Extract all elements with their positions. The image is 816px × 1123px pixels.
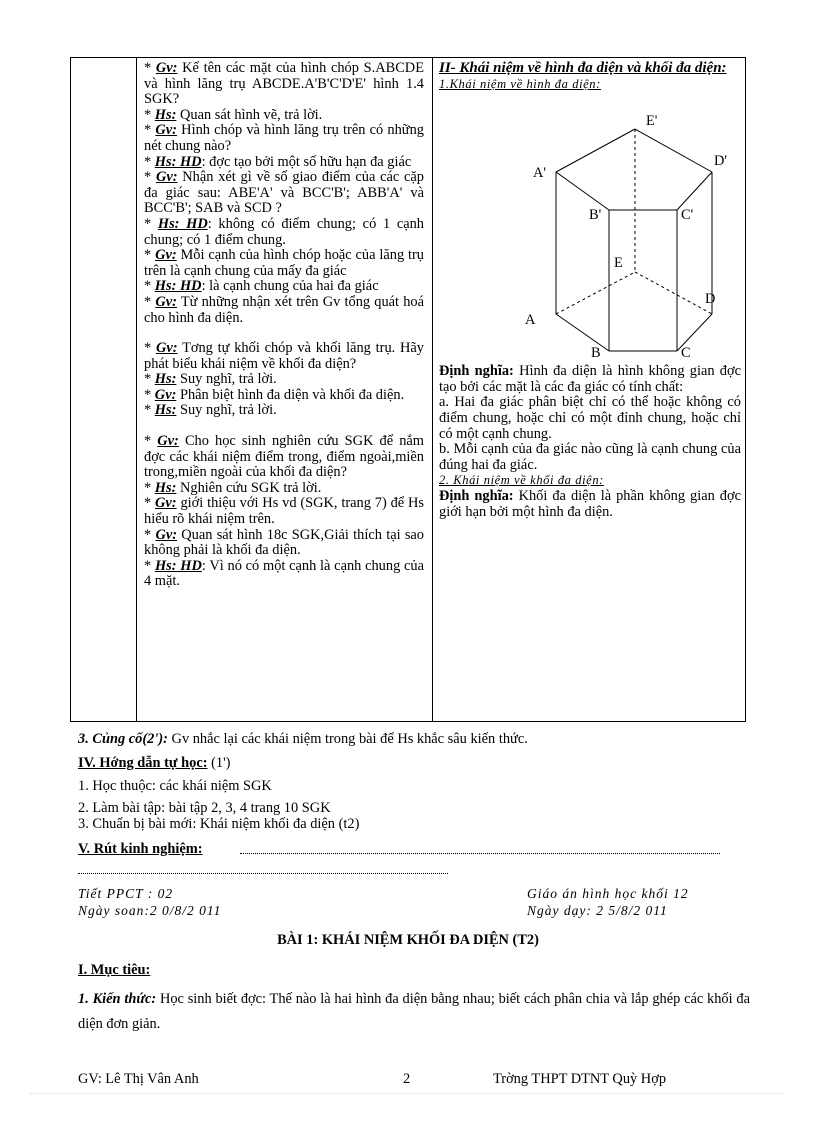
hidden-edge-e-d bbox=[635, 272, 712, 314]
activity-text: Tơng tự khối chóp và khối lăng trụ. Hãy phát biểu khái niệm về khối đa diện? bbox=[144, 340, 424, 372]
edge-d1-c1 bbox=[677, 172, 712, 210]
speaker-label: Gv: bbox=[155, 60, 178, 76]
teacher-student-activities bbox=[144, 61, 424, 590]
edge-a-b bbox=[556, 314, 609, 351]
edge-b1-a1 bbox=[556, 172, 609, 210]
teaching-date: Ngày dạy: 2 5/8/2 011 bbox=[527, 903, 668, 918]
objectives-heading bbox=[78, 962, 758, 978]
vertex-label: B' bbox=[589, 207, 602, 224]
activity-entry: * Hs: Suy nghĩ, trả lời. bbox=[144, 402, 277, 419]
definition-text: Hình đa diện là hình không gian đợc tạo bởi các mặt là các đa giác có tính chất: bbox=[439, 363, 742, 395]
activity-text: Phân biệt hình đa diện và khối đa diện. bbox=[176, 386, 405, 403]
footer-teacher: GV: Lê Thị Vân Anh bbox=[78, 1071, 199, 1087]
activity-entry: * Gv: Tơng tự khối chóp và khối lăng trụ. Hãy phát biểu khái niệm về khối đa diện? bbox=[144, 340, 424, 372]
activity-entry: * Hs: HD: Vì nó có một cạnh là cạnh chung của 4 mặt. bbox=[144, 557, 424, 590]
knowledge-objective bbox=[78, 987, 750, 1037]
homework-label: IV. Hớng dẫn tự học: bbox=[78, 755, 208, 771]
activity-entry: * Hs: Quan sát hình vẽ, trả lời. bbox=[144, 106, 323, 123]
activity-text: Quan sát hình 18c SGK,Giải thích tại sao không phải là khối đa diện. bbox=[144, 526, 424, 559]
speaker-label: Hs: bbox=[154, 402, 177, 419]
consolidation-line bbox=[78, 731, 758, 747]
homework-heading bbox=[78, 755, 758, 771]
speaker-label: Gv: bbox=[155, 293, 177, 310]
activity-text: Cho học sinh nghiên cứu SGK để nắm đợc các khái niệm điểm trong, điểm ngoài,miền trong,miền ngoài của khối đa diện? bbox=[144, 433, 424, 481]
page-edge-rule bbox=[30, 1093, 786, 1094]
activity-entry: * Gv: Mỗi cạnh của hình chóp hoặc của lăng trụ trên là cạnh chung của mấy đa giác bbox=[144, 247, 424, 279]
homework-time: (1') bbox=[207, 755, 231, 771]
speaker-label: Gv: bbox=[155, 526, 178, 543]
lesson-title: BÀI 1: KHÁI NIỆM KHỐI ĐA DIỆN (T2) bbox=[277, 932, 539, 948]
speaker-label: Gv: bbox=[157, 433, 179, 450]
activity-text: giới thiệu với Hs vd (SGK, trang 7) để Hs hiểu rõ khái niệm trên. bbox=[144, 495, 424, 528]
edge-a1-e1 bbox=[556, 129, 635, 172]
activity-text: : là cạnh chung của hai đa giác bbox=[201, 278, 379, 295]
plan-title: Giáo án hình học khối 12 bbox=[527, 886, 689, 901]
speaker-label: Gv: bbox=[155, 169, 178, 186]
speaker-label: Hs: HD bbox=[154, 153, 202, 170]
speaker-label: Gv: bbox=[155, 122, 177, 139]
subsection-title: 2. Khái niệm về khối đa diện: bbox=[439, 473, 604, 488]
experience-line bbox=[78, 841, 758, 857]
speaker-label: Hs: bbox=[154, 106, 177, 123]
activity-text: : Vì nó có một cạnh là cạnh chung của 4 mặt. bbox=[144, 557, 424, 590]
subsection-title: 1.Khái niệm về hình đa diện: bbox=[439, 76, 601, 91]
vertex-label: C' bbox=[681, 207, 694, 224]
definition-text: Khối đa diện là phần không gian đợc giới hạn bởi một hình đa diện. bbox=[439, 487, 741, 520]
dotted-rule bbox=[78, 873, 448, 874]
homework-item: 1. Học thuộc: các khái niệm SGK bbox=[78, 778, 272, 794]
speaker-label: Hs: HD bbox=[154, 278, 202, 295]
activity-entry: * Gv: Phân biệt hình đa diện và khối đa diện. bbox=[144, 386, 405, 403]
activity-text: : không có điểm chung; có 1 cạnh chung; có 1 điểm chung. bbox=[144, 215, 424, 248]
vertex-label: D bbox=[705, 291, 716, 308]
activity-entry: * Gv: giới thiệu với Hs vd (SGK, trang 7) để Hs hiểu rõ khái niệm trên. bbox=[144, 495, 424, 528]
speaker-label: Hs: HD bbox=[157, 215, 208, 232]
vertex-label: A' bbox=[533, 165, 546, 182]
activity-text: Nghiên cứu SGK trả lời. bbox=[176, 479, 322, 496]
activity-entry: * Hs: Nghiên cứu SGK trả lời. bbox=[144, 479, 322, 496]
lesson-table bbox=[70, 57, 746, 722]
experience-label: V. Rút kinh nghiệm: bbox=[78, 841, 203, 857]
dotted-rule bbox=[240, 853, 720, 854]
vertex-label: B bbox=[591, 345, 601, 362]
activity-text: Mỗi cạnh của hình chóp hoặc của lăng trụ trên là cạnh chung của mấy đa giác bbox=[144, 247, 424, 279]
pentagonal-prism-diagram bbox=[439, 92, 741, 364]
lesson-content bbox=[439, 61, 741, 520]
knowledge-label: 1. Kiến thức: bbox=[78, 991, 157, 1007]
speaker-label: Hs: bbox=[154, 479, 177, 496]
activity-text: Từ những nhận xét trên Gv tổng quát hoá cho hình đa diện. bbox=[144, 293, 425, 326]
activity-entry: * Hs: Suy nghĩ, trả lời. bbox=[144, 371, 277, 388]
activity-entry: * Gv: Hình chóp và hình lăng trụ trên có những nét chung nào? bbox=[144, 122, 424, 154]
speaker-label: Gv: bbox=[155, 247, 177, 264]
activity-text: Hình chóp và hình lăng trụ trên có những nét chung nào? bbox=[144, 122, 424, 154]
activity-text: : đợc tạo bởi một số hữu hạn đa giác bbox=[201, 153, 412, 170]
activity-entry: * Gv: Kể tên các mặt của hình chóp S.ABCDE và hình lăng trụ ABCDE.A'B'C'D'E' hình 1.4 SGK? bbox=[144, 60, 424, 108]
period-number: Tiết PPCT : 02 bbox=[78, 886, 174, 901]
consolidation-label: 3. Củng cố(2'): bbox=[78, 731, 168, 747]
activity-entry: * Hs: HD: là cạnh chung của hai đa giác bbox=[144, 278, 379, 295]
column-divider bbox=[136, 58, 137, 721]
hidden-edge-a-e bbox=[556, 272, 635, 314]
preparation-date: Ngày soan:2 0/8/2 011 bbox=[78, 903, 222, 918]
activity-entry: * Hs: HD: đợc tạo bởi một số hữu hạn đa giác bbox=[144, 153, 412, 170]
property-b: b. Mỗi cạnh của đa giác nào cũng là cạnh chung của đúng hai đa giác. bbox=[439, 441, 741, 473]
activity-entry: * Hs: HD: không có điểm chung; có 1 cạnh chung; có 1 điểm chung. bbox=[144, 215, 424, 248]
edge-e1-d1 bbox=[635, 129, 712, 172]
speaker-label: Gv: bbox=[154, 386, 177, 403]
homework-item: 3. Chuẩn bị bài mới: Khái niệm khối đa diện (t2) bbox=[78, 816, 360, 832]
footer-school: Trờng THPT DTNT Quỳ Hợp bbox=[493, 1071, 667, 1087]
activity-entry: * Gv: Cho học sinh nghiên cứu SGK để nắm đợc các khái niệm điểm trong, điểm ngoài,miền trong,miền ngoài của khối đa diện? bbox=[144, 433, 424, 481]
activity-entry: * Gv: Quan sát hình 18c SGK,Giải thích tại sao không phải là khối đa diện. bbox=[144, 526, 424, 559]
knowledge-text: Học sinh biết đợc: Thế nào là hai hình đa diện bằng nhau; biết cách phân chia và lắp ghép các khối đa diện đơn giản. bbox=[78, 991, 750, 1032]
activity-entry: * Gv: Từ những nhận xét trên Gv tổng quát hoá cho hình đa diện. bbox=[144, 293, 425, 326]
footer-page-number: 2 bbox=[403, 1071, 411, 1087]
vertex-label: A bbox=[525, 312, 536, 329]
activity-text: Suy nghĩ, trả lời. bbox=[176, 371, 277, 388]
column-divider bbox=[432, 58, 433, 721]
activity-text: Nhận xét gì về số giao điểm của các cặp đa giác sau: ABE'A' và BCC'B'; ABB'A' và BCC'B'; SAB và SCD ? bbox=[144, 169, 425, 217]
speaker-label: Gv: bbox=[155, 340, 178, 357]
vertex-label: E bbox=[614, 255, 623, 272]
property-a: a. Hai đa giác phân biệt chỉ có thể hoặc không có điểm chung, hoặc chỉ có một đỉnh chung, hoặc chỉ có một cạnh chung. bbox=[439, 394, 741, 442]
prism-figure bbox=[439, 92, 741, 364]
vertex-label: E' bbox=[646, 113, 658, 130]
activity-text: Suy nghĩ, trả lời. bbox=[176, 402, 277, 419]
definition-label: Định nghĩa: bbox=[439, 363, 514, 380]
definition-label: Định nghĩa: bbox=[439, 487, 514, 504]
vertex-label: C bbox=[681, 345, 691, 362]
speaker-label: Hs: bbox=[154, 371, 177, 388]
section-title: II- Khái niệm về hình đa diện và khối đa diện: bbox=[439, 60, 727, 76]
homework-item: 2. Làm bài tập: bài tập 2, 3, 4 trang 10 SGK bbox=[78, 800, 331, 816]
speaker-label: Gv: bbox=[155, 495, 177, 512]
activity-text: Quan sát hình vẽ, trả lời. bbox=[176, 106, 323, 123]
activity-entry: * Gv: Nhận xét gì về số giao điểm của các cặp đa giác sau: ABE'A' và BCC'B'; ABB'A' và BCC'B'; SAB và SCD ? bbox=[144, 169, 425, 217]
speaker-label: Hs: HD bbox=[154, 557, 202, 574]
activity-text: Kể tên các mặt của hình chóp S.ABCDE và hình lăng trụ ABCDE.A'B'C'D'E' hình 1.4 SGK? bbox=[144, 60, 424, 108]
objectives-label: I. Mục tiêu: bbox=[78, 962, 151, 978]
consolidation-text: Gv nhắc lại các khái niệm trong bài để Hs khắc sâu kiến thức. bbox=[167, 731, 528, 747]
vertex-label: D' bbox=[714, 153, 727, 170]
